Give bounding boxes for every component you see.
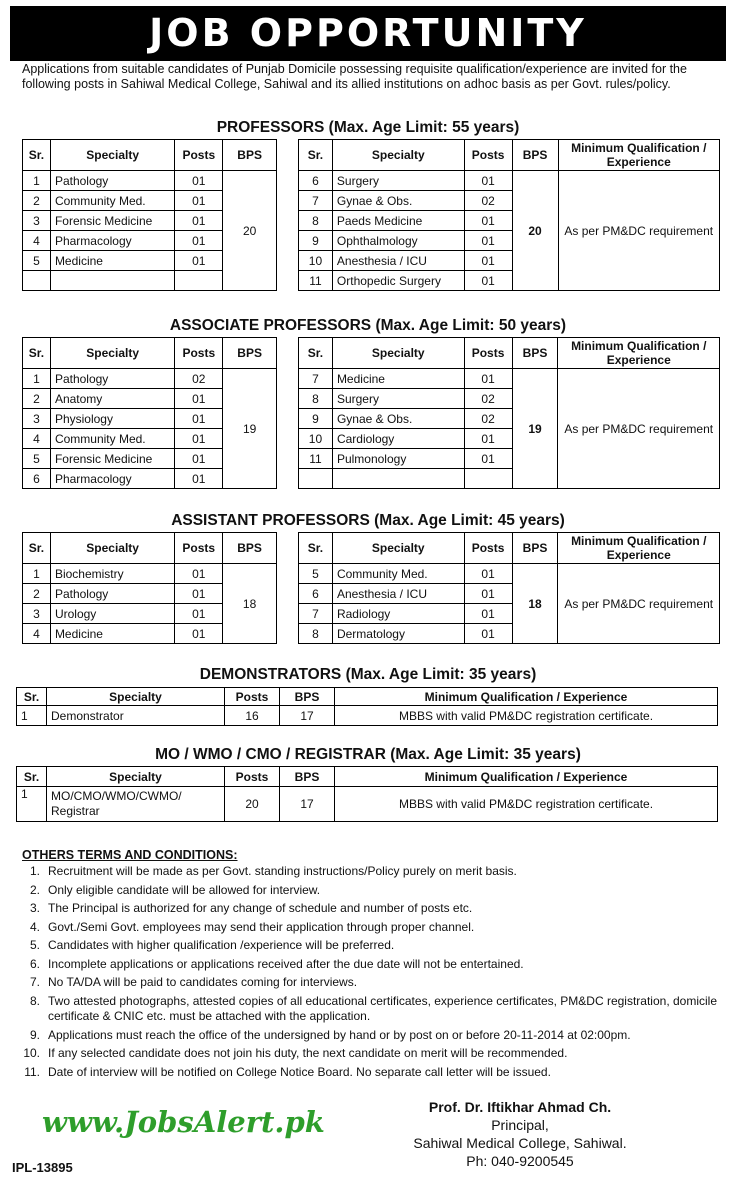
posts-cell: 01: [175, 449, 223, 469]
term-item: [22, 901, 722, 917]
signatory-name: Prof. Dr. Iftikhar Ahmad Ch.: [428, 1099, 612, 1115]
term-item: [22, 994, 722, 1025]
terms-section: [22, 848, 722, 1083]
specialty-cell: Anesthesia / ICU: [332, 251, 464, 271]
col-sr: Sr.: [23, 533, 51, 564]
col-specialty: Specialty: [47, 767, 225, 787]
posts-cell: 01: [464, 449, 512, 469]
sr-cell: 3: [23, 211, 51, 231]
posts-cell: 01: [175, 171, 223, 191]
sr-cell: 2: [23, 584, 51, 604]
reference-number: IPL-13895: [12, 1160, 73, 1175]
posts-cell: 01: [175, 564, 223, 584]
col-bps: BPS: [512, 533, 558, 564]
col-sr: Sr.: [17, 688, 47, 706]
col-bps: BPS: [223, 338, 277, 369]
specialty-cell: Pathology: [50, 584, 174, 604]
sr-cell: 11: [299, 271, 333, 291]
specialty-cell: Urology: [50, 604, 174, 624]
term-text: Recruitment will be made as per Govt. standing instructions/Policy purely on merit basis.: [48, 864, 517, 878]
posts-cell: 01: [464, 429, 512, 449]
terms-list: [22, 864, 722, 1080]
posts-cell: 01: [175, 469, 223, 489]
term-number: 6.: [29, 956, 40, 971]
posts-cell: 01: [175, 409, 223, 429]
specialty-cell: Biochemistry: [50, 564, 174, 584]
term-text: Incomplete applications or applications received after the due date will not be entertained.: [48, 956, 524, 971]
term-item: [22, 1065, 722, 1081]
term-number: 2.: [29, 882, 40, 897]
posts-cell: 01: [175, 191, 223, 211]
term-item: [22, 864, 722, 880]
col-sr: Sr.: [23, 140, 51, 171]
sr-cell: 1: [17, 787, 47, 822]
col-bps: BPS: [280, 767, 335, 787]
term-text: Govt./Semi Govt. employees may send their application through proper channel.: [48, 919, 475, 934]
specialty-cell: Pharmacology: [50, 231, 174, 251]
sr-cell: 8: [299, 389, 333, 409]
specialty-cell: Medicine: [50, 251, 174, 271]
assistant-table-right: [298, 532, 720, 644]
posts-cell: 02: [175, 369, 223, 389]
bps-cell: 19: [223, 369, 277, 489]
specialty-cell: Medicine: [50, 624, 174, 644]
signature-block: [380, 1098, 660, 1170]
sr-cell: 7: [299, 604, 333, 624]
term-number: 7.: [29, 975, 40, 989]
sr-cell: 6: [299, 171, 333, 191]
specialty-cell: Medicine: [332, 369, 464, 389]
posts-cell: 01: [175, 389, 223, 409]
specialty-cell: Pathology: [50, 369, 174, 389]
term-number: 1.: [29, 864, 40, 878]
specialty-cell: Ophthalmology: [332, 231, 464, 251]
col-sr: Sr.: [23, 338, 51, 369]
col-bps: BPS: [512, 338, 558, 369]
col-bps: BPS: [280, 688, 335, 706]
qualification-cell: As per PM&DC requirement: [558, 171, 720, 291]
specialty-cell: Community Med.: [332, 564, 464, 584]
col-qualification: Minimum Qualification / Experience: [558, 338, 720, 369]
term-text: No TA/DA will be paid to candidates coming for interviews.: [48, 975, 358, 989]
sr-cell: 5: [23, 251, 51, 271]
term-text: Two attested photographs, attested copies of all educational certificates, experience certificates, PM&DC registration, domicile certificate & CNIC etc. must be attached with the application.: [48, 993, 718, 1023]
sr-cell: 2: [23, 191, 51, 211]
sr-cell: 10: [299, 251, 333, 271]
demonstrators-table: [16, 687, 718, 726]
specialty-cell: Radiology: [332, 604, 464, 624]
term-number: 5.: [29, 938, 40, 952]
table-row: [299, 369, 720, 389]
qualification-cell: MBBS with valid PM&DC registration certificate.: [335, 706, 718, 726]
specialty-cell: Community Med.: [50, 429, 174, 449]
sr-cell: 3: [23, 409, 51, 429]
bps-cell: 18: [223, 564, 277, 644]
qualification-cell: MBBS with valid PM&DC registration certificate.: [335, 787, 718, 822]
qualification-cell: As per PM&DC requirement: [558, 564, 720, 644]
specialty-cell: Pathology: [50, 171, 174, 191]
mo-table: [16, 766, 718, 822]
posts-cell: 01: [464, 369, 512, 389]
sr-cell: 5: [299, 564, 333, 584]
sr-cell: 4: [23, 624, 51, 644]
sr-cell: 9: [299, 409, 333, 429]
col-posts: Posts: [464, 338, 512, 369]
col-posts: Posts: [175, 338, 223, 369]
col-specialty: Specialty: [332, 140, 464, 171]
term-item: [22, 1046, 722, 1062]
specialty-cell: Dermatology: [332, 624, 464, 644]
posts-cell: 02: [464, 409, 512, 429]
qualification-cell: As per PM&DC requirement: [558, 369, 720, 489]
term-item: [22, 938, 722, 954]
sr-cell: 1: [23, 564, 51, 584]
specialty-cell: Community Med.: [50, 191, 174, 211]
intro-paragraph: Applications from suitable candidates of Punjab Domicile possessing requisite qualification/experience are invited for the following posts in Sahiwal Medical College, Sahiwal and its allied institutions on adhoc basis as per Govt. rules/policy.: [22, 62, 687, 91]
sr-cell: 7: [299, 191, 333, 211]
posts-cell: 01: [464, 211, 512, 231]
specialty-cell: Gynae & Obs.: [332, 191, 464, 211]
col-posts: Posts: [464, 140, 512, 171]
term-item: [22, 975, 722, 991]
col-bps: BPS: [223, 533, 277, 564]
table-row: [17, 787, 718, 822]
term-item: [22, 920, 722, 936]
sr-cell: 3: [23, 604, 51, 624]
posts-cell: 20: [225, 787, 280, 822]
section-title-associate: ASSOCIATE PROFESSORS (Max. Age Limit: 50 years): [169, 317, 567, 334]
posts-cell: 01: [175, 231, 223, 251]
specialty-cell: [47, 787, 225, 822]
section-title-mo: MO / WMO / CMO / REGISTRAR (Max. Age Limit: 35 years): [155, 746, 581, 763]
page-title: JOB OPPORTUNITY: [10, 6, 726, 61]
posts-cell: 01: [175, 429, 223, 449]
term-item: [22, 1028, 722, 1044]
specialty-cell: Anatomy: [50, 389, 174, 409]
specialty-line2: Registrar: [51, 804, 100, 818]
assistant-table-left: [22, 532, 277, 644]
bps-cell: 18: [512, 564, 558, 644]
col-qualification: Minimum Qualification / Experience: [335, 688, 718, 706]
term-number: 9.: [29, 1027, 40, 1042]
term-number: 11.: [24, 1064, 40, 1079]
posts-cell: 01: [464, 251, 512, 271]
term-number: 4.: [29, 919, 40, 934]
posts-cell: 01: [175, 211, 223, 231]
bps-cell: 17: [280, 787, 335, 822]
col-specialty: Specialty: [332, 533, 464, 564]
sr-cell: 8: [299, 624, 333, 644]
specialty-cell: Forensic Medicine: [50, 449, 174, 469]
bps-cell: 17: [280, 706, 335, 726]
col-qualification: Minimum Qualification / Experience: [335, 767, 718, 787]
specialty-cell: Physiology: [50, 409, 174, 429]
posts-cell: 02: [464, 389, 512, 409]
posts-cell: 01: [464, 624, 512, 644]
sr-cell: 1: [23, 171, 51, 191]
table-row: [23, 171, 277, 191]
col-posts: Posts: [175, 140, 223, 171]
col-posts: Posts: [225, 688, 280, 706]
specialty-cell: Pharmacology: [50, 469, 174, 489]
term-number: 8.: [29, 993, 40, 1008]
term-number: 3.: [29, 901, 40, 915]
associate-table-left: [22, 337, 277, 489]
table-row: [23, 369, 277, 389]
col-specialty: Specialty: [50, 533, 174, 564]
term-text: Candidates with higher qualification /experience will be preferred.: [48, 938, 395, 952]
signatory-phone: Ph: 040-9200545: [466, 1153, 574, 1169]
table-row: [23, 564, 277, 584]
posts-cell: 01: [175, 624, 223, 644]
term-item: [22, 883, 722, 899]
section-title-assistant: ASSISTANT PROFESSORS (Max. Age Limit: 45 years): [171, 512, 565, 529]
sr-cell: 1: [23, 369, 51, 389]
sr-cell: 6: [299, 584, 333, 604]
col-specialty: Specialty: [50, 338, 174, 369]
col-posts: Posts: [175, 533, 223, 564]
term-number: 10.: [23, 1046, 40, 1060]
posts-cell: 16: [225, 706, 280, 726]
bps-cell: 20: [512, 171, 558, 291]
terms-title: OTHERS TERMS AND CONDITIONS:: [22, 848, 238, 862]
col-specialty: Specialty: [332, 338, 464, 369]
col-posts: Posts: [225, 767, 280, 787]
term-text: The Principal is authorized for any change of schedule and number of posts etc.: [48, 901, 473, 915]
specialty-cell: Orthopedic Surgery: [332, 271, 464, 291]
professors-table-left: [22, 139, 277, 291]
term-text: Date of interview will be notified on College Notice Board. No separate call letter will be issued.: [48, 1064, 551, 1079]
term-text: Applications must reach the office of the undersigned by hand or by post on or before 20-11-2014 at 02:00pm.: [48, 1027, 631, 1042]
col-specialty: Specialty: [50, 140, 174, 171]
table-row: [17, 706, 718, 726]
signatory-org: Sahiwal Medical College, Sahiwal.: [413, 1135, 627, 1151]
specialty-cell: Cardiology: [332, 429, 464, 449]
col-sr: Sr.: [17, 767, 47, 787]
sr-cell: 4: [23, 231, 51, 251]
specialty-cell: Paeds Medicine: [332, 211, 464, 231]
posts-cell: 01: [464, 604, 512, 624]
table-row: [299, 171, 720, 191]
sr-cell: 1: [17, 706, 47, 726]
sr-cell: 11: [299, 449, 333, 469]
website-watermark: www.JobsAlert.pk: [42, 1105, 325, 1139]
posts-cell: 01: [464, 231, 512, 251]
specialty-cell: Surgery: [332, 171, 464, 191]
col-specialty: Specialty: [47, 688, 225, 706]
posts-cell: 01: [464, 171, 512, 191]
col-bps: BPS: [512, 140, 558, 171]
specialty-cell: Surgery: [332, 389, 464, 409]
term-text: If any selected candidate does not join his duty, the next candidate on merit will be recommended.: [48, 1046, 568, 1060]
sr-cell: 8: [299, 211, 333, 231]
posts-cell: 01: [464, 271, 512, 291]
sr-cell: 4: [23, 429, 51, 449]
posts-cell: 01: [175, 584, 223, 604]
term-item: [22, 957, 722, 973]
specialty-line1: MO/CMO/WMO/CWMO/: [51, 789, 182, 803]
posts-cell: 02: [464, 191, 512, 211]
sr-cell: 10: [299, 429, 333, 449]
specialty-cell: Gynae & Obs.: [332, 409, 464, 429]
col-qualification: Minimum Qualification / Experience: [558, 533, 720, 564]
sr-cell: 5: [23, 449, 51, 469]
associate-table-right: [298, 337, 720, 489]
professors-table-right: [298, 139, 720, 291]
col-bps: BPS: [223, 140, 277, 171]
section-title-demonstrators: DEMONSTRATORS (Max. Age Limit: 35 years): [199, 666, 537, 683]
col-sr: Sr.: [299, 338, 333, 369]
posts-cell: 01: [464, 584, 512, 604]
posts-cell: 01: [175, 604, 223, 624]
col-sr: Sr.: [299, 140, 333, 171]
signatory-title: Principal,: [491, 1117, 549, 1133]
col-qualification: Minimum Qualification / Experience: [558, 140, 720, 171]
sr-cell: 6: [23, 469, 51, 489]
specialty-cell: Anesthesia / ICU: [332, 584, 464, 604]
col-sr: Sr.: [299, 533, 333, 564]
specialty-cell: Demonstrator: [47, 706, 225, 726]
bps-cell: 20: [223, 171, 277, 291]
bps-cell: 19: [512, 369, 558, 489]
specialty-cell: Pulmonology: [332, 449, 464, 469]
sr-cell: 7: [299, 369, 333, 389]
col-posts: Posts: [464, 533, 512, 564]
posts-cell: 01: [175, 251, 223, 271]
term-text: Only eligible candidate will be allowed for interview.: [48, 882, 321, 897]
sr-cell: 9: [299, 231, 333, 251]
table-row: [299, 564, 720, 584]
posts-cell: 01: [464, 564, 512, 584]
section-title-professors: PROFESSORS (Max. Age Limit: 55 years): [216, 119, 520, 136]
specialty-cell: Forensic Medicine: [50, 211, 174, 231]
sr-cell: 2: [23, 389, 51, 409]
